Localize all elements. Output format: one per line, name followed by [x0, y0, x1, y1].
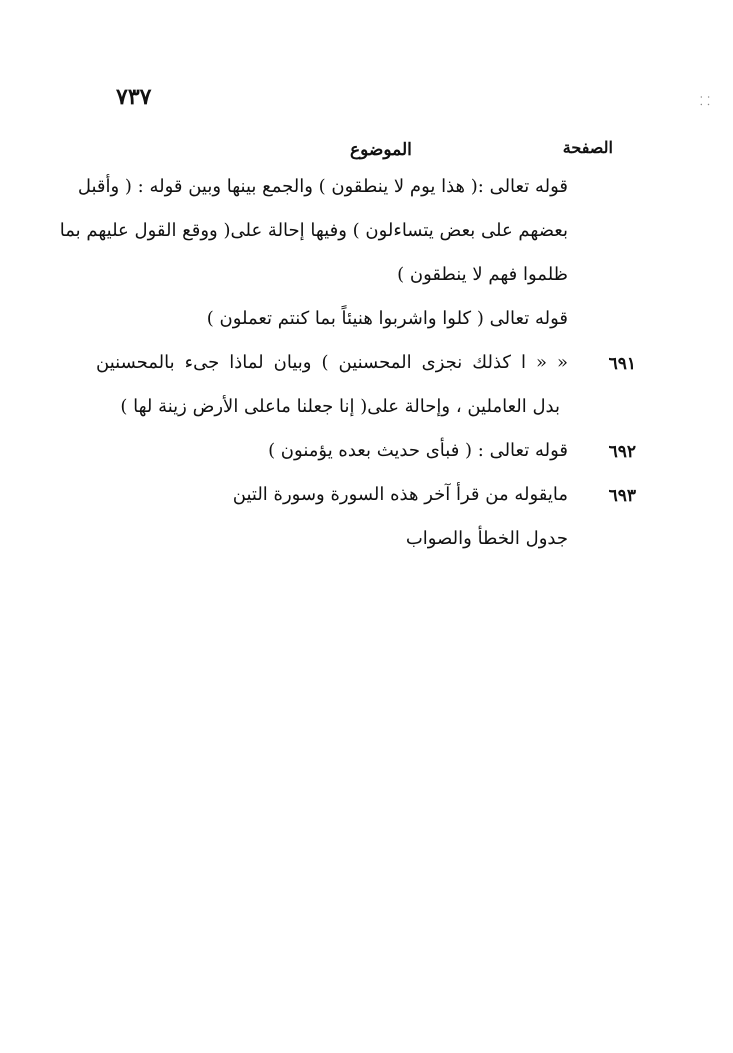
- index-line: [77, 170, 636, 214]
- entry-text: « « ا كذلك نجزى المحسنين ) وبيان لماذا جىء بالمحسنين: [96, 352, 568, 373]
- entry-page-number: ٦٩٣: [608, 486, 636, 506]
- page-number: ٧٣٧: [116, 84, 152, 110]
- index-entries: [59, 170, 636, 566]
- index-line: [96, 522, 636, 566]
- index-line: [96, 346, 636, 390]
- entry-text: ظلموا فهم لا ينطقون ): [397, 264, 568, 285]
- margin-mark: ⸬: [700, 94, 710, 108]
- column-header-page: الصفحة: [562, 138, 613, 157]
- index-line: [96, 434, 636, 478]
- entry-text: قوله تعالى :( هذا يوم لا ينطقون ) والجمع بينها وبين قوله : ( وأقبل: [77, 176, 568, 197]
- index-line: [59, 214, 636, 258]
- entry-text: قوله تعالى : ( فبأى حديث بعده يؤمنون ): [268, 440, 568, 461]
- entry-text: مايقوله من قرأ آخر هذه السورة وسورة التين: [232, 484, 568, 505]
- entry-page-number: ٦٩١: [608, 354, 636, 374]
- entry-text: قوله تعالى ( كلوا واشربوا هنيئاً بما كنتم تعملون ): [206, 308, 568, 329]
- index-line: [96, 390, 636, 434]
- column-header-topic: الموضوع: [350, 140, 412, 160]
- entry-page-number: ٦٩٢: [608, 442, 636, 462]
- index-line: [96, 302, 636, 346]
- index-line: [96, 258, 636, 302]
- entry-text: جدول الخطأ والصواب: [405, 528, 568, 549]
- index-line: [96, 478, 636, 522]
- entry-text: بدل العاملين ، وإحالة على( إنا جعلنا ماعلى الأرض زينة لها ): [120, 396, 560, 417]
- entry-text: بعضهم على بعض يتساءلون ) وفيها إحالة على( ووقع القول عليهم بما: [59, 220, 568, 241]
